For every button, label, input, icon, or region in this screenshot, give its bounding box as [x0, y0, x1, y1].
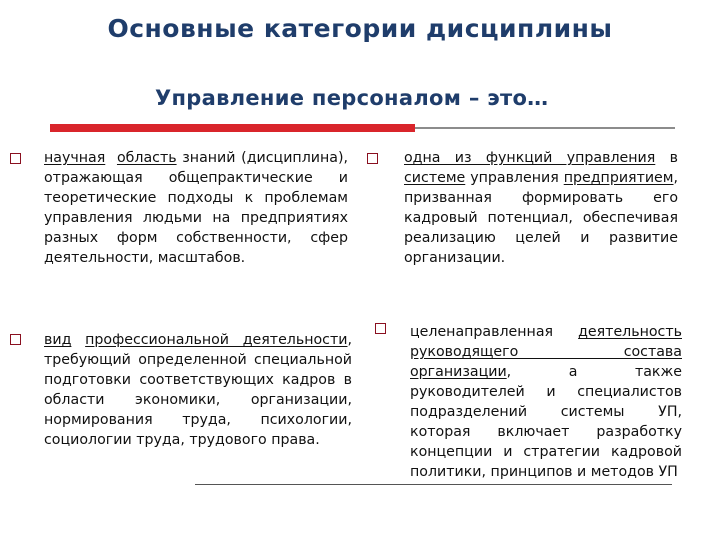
slide-subtitle: Управление персоналом – это…: [155, 86, 549, 110]
definition-function: [404, 148, 678, 268]
definition-text: , а также руководителей и специалистов подразделений системы УП, которая включает разработку концепции и стратегии кадровой политики, принципов и методов УП: [410, 364, 682, 480]
square-bullet-icon: [375, 323, 386, 334]
definition-text: целенаправленная: [410, 324, 554, 340]
underlined-term: вид: [44, 332, 72, 348]
square-bullet-icon: [10, 334, 21, 345]
underlined-term: системе: [404, 170, 466, 186]
divider-line: [415, 127, 675, 129]
underlined-term: одна из функций управления: [404, 150, 656, 166]
underlined-term: научная: [44, 150, 106, 166]
underlined-term: деятельность: [578, 324, 682, 340]
definition-text: управления: [470, 170, 559, 186]
definition-profession: [44, 330, 352, 450]
underlined-term: руководящего состава организации: [410, 344, 682, 380]
definition-text: , требующий определенной специальной подготовки соответствующих кадров в области экономики, организации, нормирования труда, психологии, социологии труда, трудового права.: [44, 332, 352, 448]
bottom-rule: [195, 484, 672, 485]
page-title: Основные категории дисциплины: [107, 14, 613, 43]
definition-science: [44, 148, 348, 268]
definition-activity: [410, 322, 682, 482]
underlined-term: профессиональной деятельности: [85, 332, 348, 348]
underlined-term: предприятием: [563, 170, 674, 186]
accent-bar: [50, 124, 415, 132]
definition-text: знаний (дисциплина), отражающая общепрактические и теоретические подходы к проблемам управления людьми на предприятиях разных форм собственности, сфер деятельности, масштабов.: [44, 150, 348, 266]
definition-text: в: [669, 150, 678, 166]
definition-text: , призванная формировать его кадровый потенциал, обеспечивая реализацию целей и развитие организации.: [404, 170, 679, 266]
square-bullet-icon: [10, 153, 21, 164]
underlined-term: область: [116, 150, 177, 166]
square-bullet-icon: [367, 153, 378, 164]
